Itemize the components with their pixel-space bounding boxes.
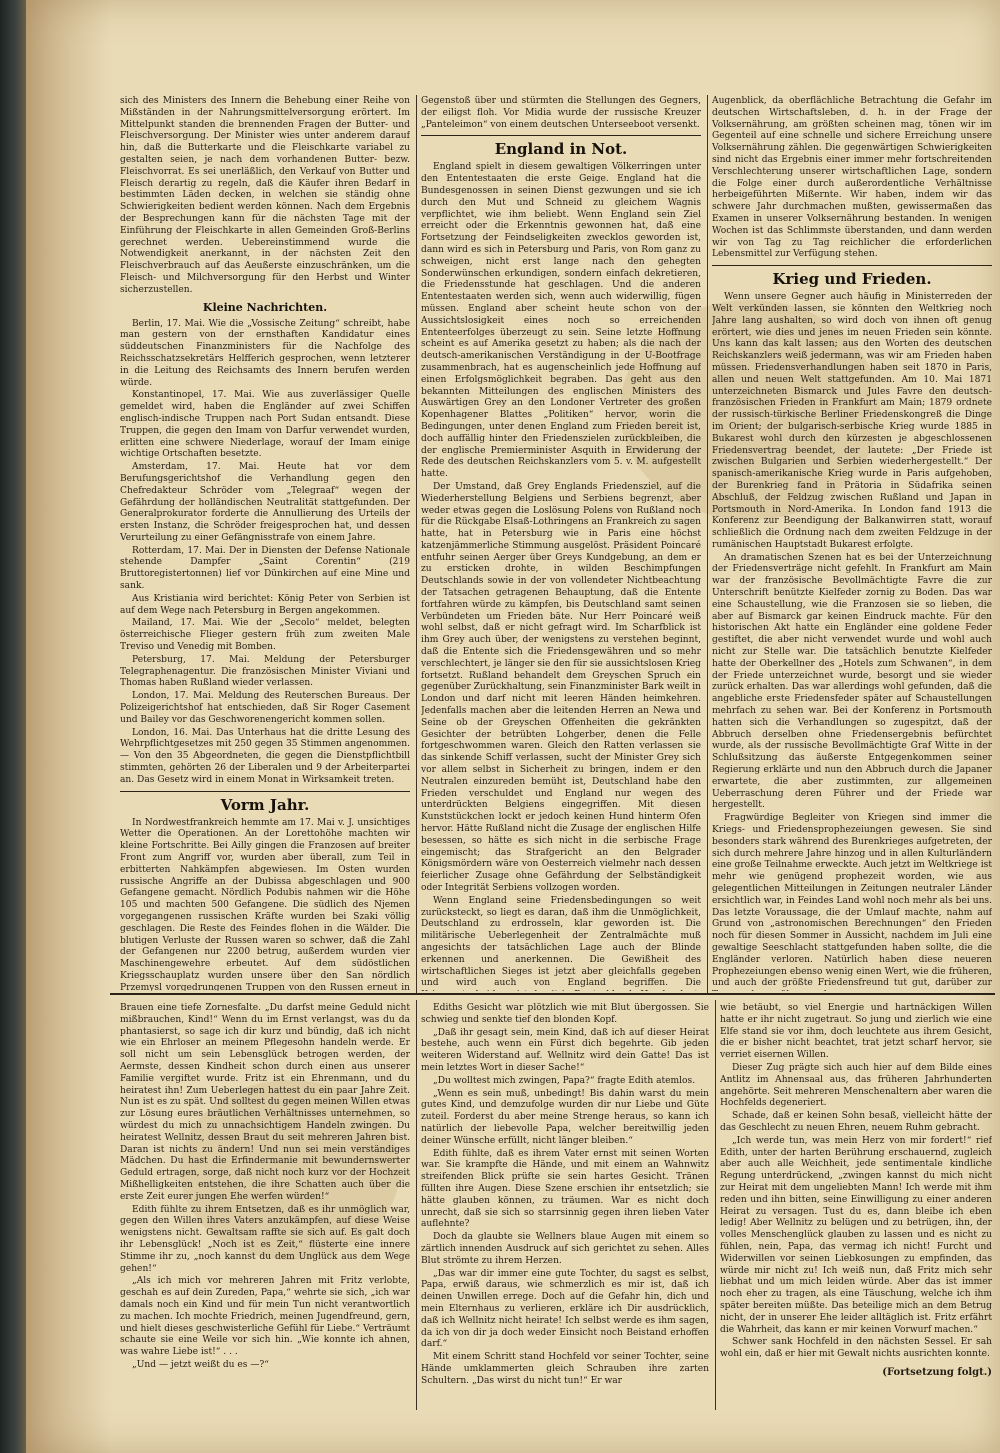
section-heading: Kleine Nachrichten.: [202, 300, 328, 314]
feuilleton-column-2: [421, 1003, 709, 1413]
article-heading: England in Not.: [494, 140, 628, 159]
story-paragraph: Doch da glaubte sie Wellners blaue Augen mit einem so zärtlich innenden Ausdruck auf sich gerichtet zu sehen. Alles Blut strömte zu ihrem Herzen.: [421, 1232, 709, 1266]
article-continuation: Gegenstoß über und stürmten die Stellungen des Gegners, der eiligst floh. Vor Midia wurde der russische Kreuzer „Panteleimon“ von einem deutschen Unterseeboot versenkt.: [421, 96, 701, 130]
story-paragraph: Schwer sank Hochfeld in den nächsten Sessel. Er sah wohl ein, daß er hier mit Gewalt nichts ausrichten konnte.: [720, 1337, 992, 1360]
feuilleton-column-3: [720, 1003, 992, 1413]
article-body: Wenn England seine Friedensbedingungen so weit zurücksteckt, so liegt es daran, daß ihm die Unmöglichkeit, Deutschland zu erdrosseln, klar geworden ist. Die militärische Ueberlegenheit der Zentralmächte muß angesichts der tatsächlichen Lage auch der Blinde erkennen und anerkennen. Die Gewißheit des wirtschaftlichen Sieges ist jetzt aber gleichfalls gegeben und wird auch von England begriffen. Die: [421, 895, 701, 989]
news-item: Berlin, 17. Mai. Wie die „Vossische Zeitung“ schreibt, habe man gestern von der ernsthaften Kandidatur eines süddeutschen Finanzministers für die Nachfolge des Reichsschatzsekretärs Helfferich gesprochen, wenn letzterer in die Leitung des Reichsamts des Innern berufen werden würde.: [120, 318, 410, 388]
story-paragraph: „Als ich mich vor mehreren Jahren mit Fritz verlobte, geschah es auf dein Zureden, Papa,“ wehrte sie sich, „ich war damals noch ein Kind und für mein Tun nicht verantwortlich zu machen. Ich mochte Friedrich, meinen Jugendfreund, gern, und hielt dieses geschwisterliche Gefühl für Liebe.“ Verträumt schaute sie eine Weile vor sich hin. „Wie konnte ich ahnen, was wahre Liebe ist!“ . . .: [120, 1276, 410, 1358]
article-body: An dramatischen Szenen hat es bei der Unterzeichnung der Friedensverträge nicht gefehlt. In Frankfurt am Main war der französische Bevollmächtigte Favre die zur Unterschrift benützte Kielfeder zornig zu Boden. Das war eine Schaustellung, wie die Franzosen sie so lieben, die aber auf Bismarck gar keinen Eindruck machte. Für den historischen Akt hatte ein Engländer eine goldene Feder gestiftet, die aber nicht verwendet wurde und wohl auch nicht zur Stelle war. Die tatsächlich benutzte Kielfeder hatte der Oberkellner des „Hotels zum Schwanen“, in dem der Friede unterzeichnet wurde, besorgt und sie wieder zurück erhalten. Das war allerdings wohl gefunden, daß die angebliche erste Friedensfeder später auf Schaustellungen mehrfach zu sehen war. Bei der Konferenz in Portsmouth hatten sich die Verhandlungen so zugespitzt, daß der Abbruch derselben ohne Friedensergebnis befürchtet wurde, als der russische Bevollmächtigte Graf Witte in der Schlußsitzung das äußerste Entgegenkommen seiner Regierung erklärte und nun den Abbruch durch die Japaner erwartete, die aber zustimmten, zur allgemeinen Ueberraschung deren Führer und der Friede war hergestellt.: [712, 552, 992, 811]
news-item: Konstantinopel, 17. Mai. Wie aus zuverlässiger Quelle gemeldet wird, haben die Engländer auf zwei Schiffen englisch-indische Truppen nach Port Sudan entsandt. Diese Truppen, die gegen den Imam von Darfur verwendet wurden, erlitten eine schwere Niederlage, worauf der Imam einige wichtige Ortschaften besetzte.: [120, 390, 410, 460]
story-paragraph: „Das war dir immer eine gute Tochter, du sagst es selbst, Papa, erwiß daraus, wie schmerzlich es mir ist, daß ich deinen Unwillen errege. Doch auf die Gefahr hin, dich und mein Elternhaus zu verlieren, erkläre ich Dir ausdrücklich, daß ich Wellnitz nicht heirate! Ich selbst werde es ihm sagen, da ich von dir ja doch weder Einsicht noch Beistand erhoffen darf.“: [421, 1268, 709, 1350]
article-heading: Krieg und Frieden.: [772, 270, 932, 289]
section-rule: [421, 135, 701, 136]
column-rule: [715, 1000, 716, 1410]
story-paragraph: „Und — jetzt weißt du es —?“: [132, 1359, 269, 1370]
section-heading: Vorm Jahr.: [220, 795, 310, 814]
news-item: Mailand, 17. Mai. Wie der „Secolo“ meldet, belegten österreichische Flieger gestern früh zum zweiten Male Treviso und Venedig mit Bomben.: [120, 618, 410, 653]
story-paragraph: Edith fühlte, daß es ihrem Vater ernst mit seinen Worten war. Sie krampfte die Hände, und mit einem an Wahnwitz streifenden Blick prüfte sie sein hartes Gesicht. Tränen füllten ihre Augen. Diese Szene erschien ihr entsetzlich; sie hätte glauben können, zu träumen. War es nicht doch unrecht, daß sie sich so starrsinnig gegen ihren lieben Vater auflehnte?: [421, 1148, 709, 1230]
section-rule: [120, 791, 410, 792]
continuation-note: (Fortsetzung folgt.): [882, 1366, 992, 1378]
column-rule: [416, 1000, 417, 1410]
feuilleton-column-1: [120, 1003, 410, 1413]
article-body: England spielt in diesem gewaltigen Völkerringen unter den Ententestaaten die erste Geige. England hat die Bundesgenossen in seinen Dienst gezwungen und sie ich durch den Mut und Schneid zu gleichem Wagnis verpflichtet, wie ihm beliebt. Wenn England sein Ziel erreicht oder die Erkenntnis gewonnen hat, daß eine Fortsetzung der Feindseligkeiten zwecklos geworden ist, dann wird es sich in Petersburg und Paris, von Rom ganz zu schweigen, nicht erst lange nach den gehegten Sonderwünschen erkundigen, sondern einfach dekretieren, die Friedensstunde hat geschlagen. Und die anderen Ententestaaten werden sich, wenn auch widerwillig, fügen müssen. England aber scheint heute schon von der Aussichtslosigkeit eines noch so erreichenden Ententeerfolges überzeugt zu sein. Seine letzte Hoffnung scheint es auf Amerika gesetzt zu haben; als die nach der deutsch-amerikanischen Verständigung in der U-Bootfrage zusammenbrach, hat es augenscheinlich jede Hoffnung auf einen Erfolgsmöglichkeit begraben. Das geht aus den bekannten Mitteilungen des englischen Ministers des Auswärtigen Grey an den Londoner Vertreter des großen Kopenhagener Blattes „Politiken“ hervor, worin die Bedingungen, unter denen England zum Frieden bereit ist, doch auffällig hinter den Friedenszielen zurückbleiben, die der englische Premierminister Asquith in Erwiderung der Rede des deutschen Reichskanzlers vom 5. v. M. aufgestellt hatte.: [421, 162, 701, 480]
section-rule: [712, 265, 992, 266]
news-item: London, 16. Mai. Das Unterhaus hat die dritte Lesung des Wehrpflichtgesetzes mit 250 gegen 35 Stimmen angenommen. — Von den 35 Abgeordneten, die gegen die Dienstpflichtbill stimmten, gehörten 26 der Liberalen und 9 der Arbeiterpartei an. Das Gesetz wird in einem Monat in Wirksamkeit treten.: [120, 727, 410, 785]
news-item: Petersburg, 17. Mai. Meldung der Petersburger Telegraphenagentur. Die französischen Minister Viviani und Thomas haben Rußland wieder verlassen.: [120, 654, 410, 689]
article-body: In Nordwestfrankreich hemmte am 17. Mai v. J. unsichtiges Wetter die Operationen. An der Lorettohöhe machten wir kleine Fortschritte. Bei Ailly gingen die Franzosen auf breiter Front zum Angriff vor, wurden aber überall, zum Teil in erbitterten Nahkämpfen abgewiesen. Im Osten wurden russische Angriffe an der Dubissa abgeschlagen und 900 Gefangene gemacht. Nördlich Podubis nahmen wir die Höhe 105 und machten 500 Gefangene. Die südlich des Njemen vorgegangenen russischen Kräfte wurden bei Szaki völlig geschlagen. Die Reste des Feindes flohen in die Wälder. Die blutigen Verluste der Russen waren so schwer, daß die Zahl der Gefangenen nur 2200 betrug, außerdem wurden vier Maschinengewehre erbeutet. Auf dem südöstlichen Kriegsschauplatz wurden unsere über den San nördlich Przemysl vorgedrungenen Truppen von den Russen erneut in: [120, 817, 410, 991]
book-binding: [0, 0, 26, 1453]
article-body: Der Umstand, daß Grey Englands Friedensziel, auf die Wiederherstellung Belgiens und Serbiens begrenzt, aber weder etwas gegen die Loslösung Polens von Rußland noch für die Rückgabe Elsaß-Lothringens an Frankreich zu sagen hatte, hat in Petersburg wie in Paris eine höchst katzenjämmerliche Stimmung ausgelöst. Präsident Poincaré entfuhr seinen Aerger über Greys Kundgebung, an dem er zu ersticken drohte, in wilden Beschimpfungen Deutschlands sowie in der von vollendeter Nichtbeachtung der Tatsachen getragenen Behauptung, daß die Entente fortfahren würde zu kämpfen, bis Deutschland samt seinen Verbündeten um Frieden bäte. Nur Herr Poincaré weiß wohl selbst, daß er nicht gefragt wird. Im Scharfblick ist ihm Grey auch über, der wenigstens zu verstehen beginnt, daß die Entente sich die Friedensgewähren und so mehr verschlechtert, je länger sie den für sie aussichtslosen Krieg fortsetzt. Rußland behandelt dem Greyschen Spruch ein gegenüber Zurückhaltung, sein Finanzminister Bark weilt in London und darf nicht mit leeren Händen heimkehren. Jedenfalls machen aber die leitenden Herren an Newa und Seine ob der Greyschen Offenheiten die gekränkten Gesichter der betrübten Lohgerber, denen die Felle fortgeschwommen waren. Gleich den Ratten verlassen sie das sinkende Schiff verlassen, sucht der Minister Grey sich vor allem selbst in Sicherheit zu bringen, indem er den Neutralen einzureden bemüht ist, Deutschland habe den Frieden verschuldet und England nur wegen des unterdrückten Belgiens eingegriffen. Mit diesen Kunststückchen lockt er jedoch keinen Hund hinterm Ofen hervor. Hätte Rußland nicht die Zusage der englischen Hilfe besessen, so hätte es sich nicht in die serbische Frage eingemischt; das Strafgericht an den Belgrader Königsmördern wäre von Oesterreich vielmehr nach dessen feierlicher Zusage ohne Gefährdung der Selbständigkeit oder Integrität Serbiens vollzogen worden.: [421, 481, 701, 893]
column-2: [421, 96, 701, 991]
story-paragraph: Edith fühlte zu ihrem Entsetzen, daß es ihr unmöglich war, gegen den Willen ihres Vaters anzukämpfen, auf diese Weise wenigstens nicht. Gewaltsam raffte sie sich auf. Es galt doch ihr Lebensglück! „Noch ist es Zeit,“ flüsterte eine innere Stimme ihr zu, „noch kannst du dem Unglück aus dem Wege gehen!“: [120, 1204, 410, 1274]
story-paragraph: Brauen eine tiefe Zornesfalte. „Du darfst meine Geduld nicht mißbrauchen, Kind!“ Wenn du im Ernst verlangst, was du da phantasierst, so sage ich dir kurz und bündig, daß ich nicht wie ein Ehrloser an meinem Pflegesohn handeln werde. Er soll nicht um sein Lebensglück betrogen werden, der Aermste, dessen Kindheit schon durch einen aus unserer Familie vergiftet wurde. Fritz ist ein Ehrenmann, und du heiratest ihn! Zum Ueberlegen hattest du ein paar Jahre Zeit. Nun ist es zu spät. Und solltest du gegen meinen Willen etwas zur Lösung eures bräutlichen Verhältnisses unternehmen, so würdest du mich zu unnachsichtigem Handeln zwingen. Du heiratest Wellnitz, dessen Braut du seit mehreren Jahren bist. Daran ist nichts zu ändern! Und nun sei mein verständiges Mädchen. Du hast die Erfindermanie mit bewundernswerter Geduld ertragen, sorge, daß nicht noch kurz vor der Hochzeit Mißhelligkeiten entstehen, die ihre Schatten auch über die erste Zeit eurer jungen Ehe werfen würden!“: [120, 1003, 410, 1202]
story-paragraph: Mit einem Schritt stand Hochfeld vor seiner Tochter, seine Hände umklammerten gleich Schrauben ihre zarten Schultern. „Das wirst du nicht tun!“ Er war: [421, 1352, 709, 1386]
column-3: [712, 96, 992, 991]
story-paragraph: „Du wolltest mich zwingen, Papa?“ fragte Edith atemlos.: [433, 1075, 696, 1086]
column-rule: [707, 95, 708, 995]
column-rule: [416, 95, 417, 995]
feuilleton-divider: [110, 993, 995, 995]
article-continuation: sich des Ministers des Innern die Behebung einer Reihe von Mißständen in der Nahrungsmittelversorgung erörtert. Im Mittelpunkt standen die brennenden Fragen der Butter- und Fleischversorgung. Der Minister wies unter anderem darauf hin, daß die Butterkarte und die Fleischkarte variabel zu gestalten seien, je nach dem vorhandenen Butter- bezw. Fleischvorrat. Es sei unerläßlich, den Verkauf von Butter und Fleisch derartig zu regeln, daß die Käufer ihren Bedarf in bestimmten Läden decken, in welchen sie ständig ohne Schwierigkeiten bedient werden können. Nach dem Ergebnis der Besprechungen kann für die nächsten Tage mit der Einführung der Fleischkarte in allen Gemeinden Groß-Berlins gerechnet werden. Uebereinstimmend wurde die Notwendigkeit anerkannt, in der nächsten Zeit den Fleischverbrauch auf das Aeußerste einzuschränken, um die Fleisch- und Milchversorgung für den Herbst und Winter sicherzustellen.: [120, 96, 410, 295]
story-paragraph: „Ich werde tun, was mein Herz von mir fordert!“ rief Edith, unter der harten Berührung erschauernd, zugleich aber auch alle Weichheit, jede sentimentale kindliche Regung unterdrückend, „zwingen kannst du mich nicht zur Heirat mit dem ungeliebten Mann! Ich werde mit ihm reden und ihn bitten, seine Einwilligung zu einer anderen Heirat zu versagen. Tust du es, dann bleibe ich eben ledig! Aber Wellnitz zu belügen und zu betrügen, ihn, der volles Menschenglück glauben zu lassen und es nicht zu fühlen, nein, Papa, das vermag ich nicht! Furcht und Widerwillen vor seinen Liebkosungen zu empfinden, das würde mir nicht zu! Ich weiß nun, daß Fritz mich sehr liebhat und um mich leiden würde. Aber das ist immer noch eher zu tragen, als eine Täuschung, welche ich ihm später bereiten müßte. Das beteilige mich an dem Betrug nicht, der in unserer Ehe leider alltäglich ist. Fritz erfährt die Wahrheit, das kann er mir keinen Vorwurf machen.“: [720, 1135, 992, 1335]
story-paragraph: Dieser Zug prägte sich auch hier auf dem Bilde eines Antlitz im Ahnensaal aus, das früheren Jahrhunderten angehörte. Seit mehreren Menschenaltern aber waren die Hochfelds degeneriert.: [720, 1062, 992, 1109]
article-body: Fragwürdige Begleiter von Kriegen sind immer die Kriegs- und Friedensprophezeiungen gewesen. Sie sind besonders stark während des Burenkrieges aufgetreten, der sich durch mehrere Jahre hinzog und in allen Kulturländern eine große Teilnahme erweckte. Auch jetzt im Weltkriege ist mehr wie genügend prophezeit worden, wie aus gelegentlichen Mitteilungen in Zeitungen neutraler Länder ersichtlich war, in Feindes Land wohl noch mehr als bei uns. Das letzte Voraussage, die der Umlauf machte, nahm auf Grund von „astronomischen Berechnungen“ den Frieden noch für diesen Sommer in Aussicht, nachdem im Juli eine gewaltige Seeschlacht stattgefunden haben sollte, die die Engländer verloren. Natürlich haben diese neueren Prophezeiungen ebenso wenig einen Wert, wie die früheren, und auch der größte Friedensfreund tut gut, darüber zur: [712, 813, 992, 989]
story-paragraph: Ediths Gesicht war plötzlich wie mit Blut übergossen. Sie schwieg und senkte tief den blonden Kopf.: [421, 1003, 709, 1025]
article-continuation: Augenblick, da oberflächliche Betrachtung die Gefahr im deutschen Wirtschaftsleben, d. h. in der Frage der Volksernährung, am größten scheinen mag, tönen wir im Gegenteil auf eine schnelle und sichere Erreichung unsere Volksernährung zählen. Die gegenwärtigen Schwierigkeiten sind nicht das Ergebnis einer immer mehr fortschreitenden Verschlechterung unserer wirtschaftlichen Lage, sondern die Folge einer durch außerordentliche Verhältnisse herbeigeführten Mißernte. Wir haben, indem wir das schwere Jahr durchmachen mußten, gewissermaßen das Examen in unserer Volksernährung bestanden. In wenigen Wochen ist das Schlimmste überstanden, und dann werden wir von Tag zu Tag reichlicher die erforderlichen Lebensmittel zur Verfügung stehen.: [712, 96, 992, 260]
news-item: Rotterdam, 17. Mai. Der in Diensten der Defense Nationale stehende Dampfer „Saint Corentin“ (219 Bruttoregistertonnen) lief vor Dünkirchen auf eine Mine und sank.: [120, 545, 410, 592]
news-item: Amsterdam, 17. Mai. Heute hat vor dem Berufungsgerichtshof die Verhandlung gegen den Chefredakteur Schröder vom „Telegraaf“ wegen der Gefährdung der holländischen Neutralität stattgefunden. Der Generalprokurator forderte die Annullierung des Urteils der ersten Instanz, die Schröder freigesprochen hat, und dessen Verurteilung zu einer Gefängnisstrafe von einem Jahre.: [120, 462, 410, 543]
story-paragraph: „Daß ihr gesagt sein, mein Kind, daß ich auf dieser Heirat bestehe, auch wenn ein Fürst dich begehrte. Gib jeden weiteren Widerstand auf. Wellnitz wird dein Gatte! Das ist mein letztes Wort in dieser Sache!“: [421, 1027, 709, 1073]
story-paragraph: „Wenn es sein muß, unbedingt! Bis dahin warst du mein gutes Kind, und demzufolge wurden dir nur Liebe und Güte zuteil. Forderst du aber meine Strenge heraus, so kann ich natürlich der liebevolle Papa, welcher bereitwillig jeden deiner Wünsche erfüllt, nicht länger bleiben.“: [421, 1088, 709, 1146]
column-1: [120, 96, 410, 991]
article-body: Wenn unsere Gegner auch häufig in Ministerreden der Welt verkünden lassen, sie könnten den Weltkrieg noch Jahre lang aushalten, so wird doch von ihnen oft genug erörtert, wie dies und jenes im neuen Frieden sein könnte. Uns kann das kalt lassen; aus den Worten des deutschen Reichskanzlers weiß jedermann, was wir am Frieden haben müssen. Friedensverhandlungen haben seit 1870 in Paris, allen und neuen Welt stattgefunden. Am 10. Mai 1871 unterzeichneten Bismarck und Jules Favre den deutsch-französischen Frieden in Frankfurt am Main; 1879 ordnete der russisch-türkische Berliner Friedenskongreß die Dinge im Orient; der bulgarisch-serbische Krieg wurde 1885 in Bukarest wohl durch den kürzesten je abgeschlossenen Friedensvertrag beendet, der lautete: „Der Friede ist zwischen Bulgarien und Serbien wiederhergestellt.“ Der spanisch-amerikanische Krieg wurde in Paris aufgehoben, der Burenkrieg fand in Prätoria in Südafrika seinen Abschluß, der Feldzug zwischen Rußland und Japan in Portsmouth in Nord-Amerika. In London fand 1913 die Konferenz zur Beendigung der Balkanwirren statt, worauf schließlich die Ordnung nach dem zweiten Feldzuge in der rumänischen Hauptstadt Bukarest erfolgte.: [712, 292, 992, 550]
news-item: Aus Kristiania wird berichtet: König Peter von Serbien ist auf dem Wege nach Petersburg in Bergen angekommen.: [120, 593, 410, 616]
story-paragraph: Schade, daß er keinen Sohn besaß, vielleicht hätte der das Geschlecht zu neuen Ehren, neuem Ruhm gebracht.: [720, 1111, 992, 1133]
news-item: London, 17. Mai. Meldung des Reuterschen Bureaus. Der Polizeigerichtshof hat entschieden, daß Sir Roger Casement und Bailey vor das Geschworenengericht kommen sollen.: [120, 691, 410, 725]
page-edge-shadow: [26, 0, 111, 1453]
story-paragraph: wie betäubt, so viel Energie und hartnäckigen Willen hatte er ihr nicht zugetraut. So jung und zierlich wie eine Elfe stand sie vor ihm, doch leuchtete aus ihrem Gesicht, die er bisher nicht beachtet, trat jetzt scharf hervor, sie verriet eisernen Willen.: [720, 1003, 992, 1061]
